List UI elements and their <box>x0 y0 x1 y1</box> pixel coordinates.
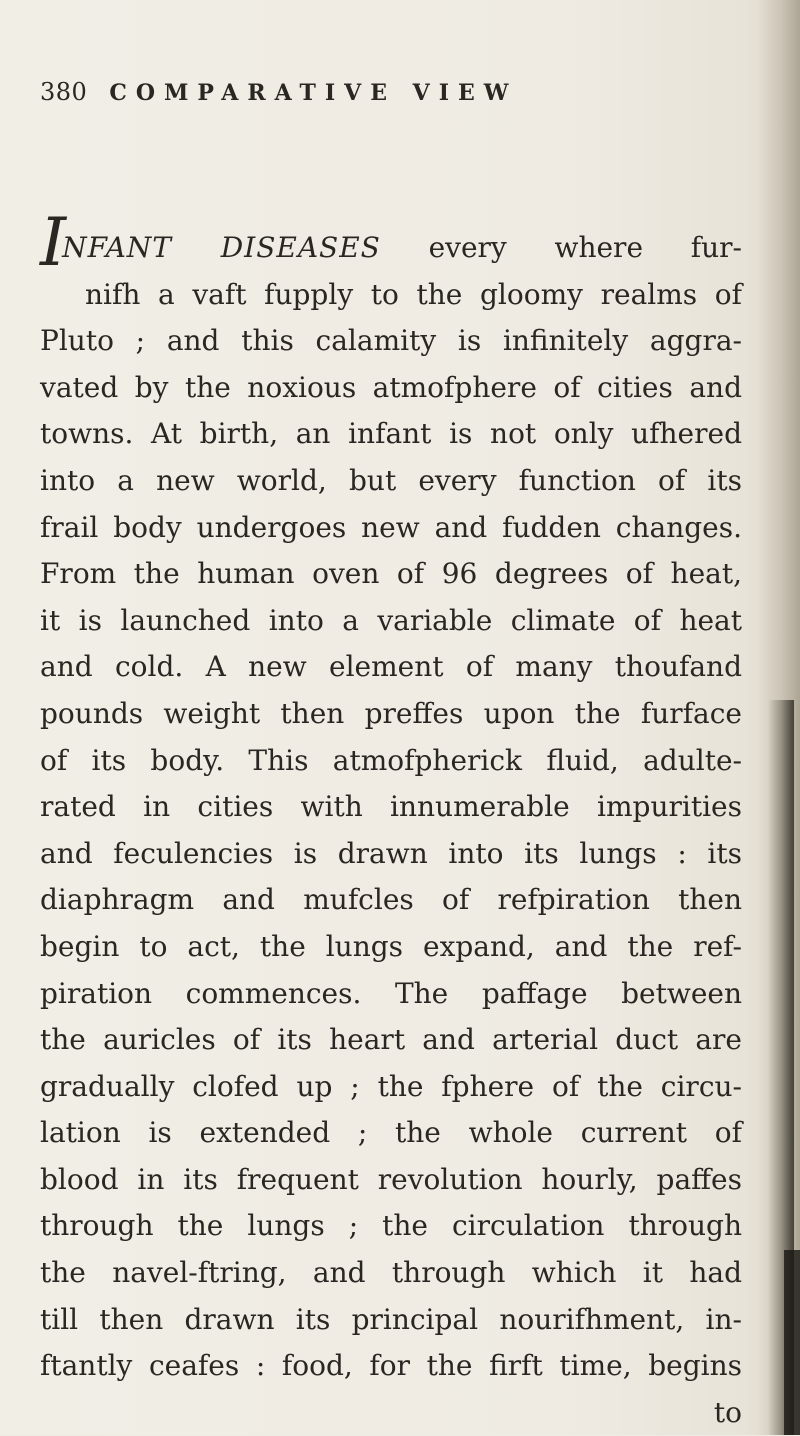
catchword: to <box>713 1395 742 1429</box>
text-line-3: Pluto ; and this calamity is infinitely aggra- <box>40 324 742 358</box>
text-line-16: begin to act, the lungs expand, and the ref- <box>40 929 742 963</box>
text-line-23: the navel-ftring, and through which it had <box>40 1256 742 1290</box>
text-line-18: the auricles of its heart and arterial duct are <box>40 1023 742 1057</box>
text-line-6: into a new world, but every function of its <box>40 463 742 497</box>
text-line-10: and cold. A new element of many thoufand <box>40 650 742 684</box>
text-line-4: vated by the noxious atmofphere of cities and <box>40 370 742 404</box>
drop-cap: I <box>40 204 67 281</box>
text-line-15: diaphragm and mufcles of refpiration then <box>40 883 742 917</box>
text-line-17: piration commences. The paffage between <box>40 976 742 1010</box>
running-title: COMPARATIVE VIEW <box>109 80 518 106</box>
text-line-14: and feculencies is drawn into its lungs : its <box>40 836 742 870</box>
text-line-25: ftantly ceafes : food, for the firft time, begins <box>40 1349 742 1383</box>
text-line-9: it is launched into a variable climate of heat <box>40 603 742 637</box>
text-line-24: till then drawn its principal nourifhment, in- <box>40 1302 742 1336</box>
text-line-21: blood in its frequent revolution hourly, paffes <box>40 1162 742 1196</box>
page-number: 380 <box>40 78 88 106</box>
text-line-7: frail body undergoes new and fudden changes. <box>40 510 742 544</box>
text-line-2: nifh a vaft fupply to the gloomy realms of <box>85 277 742 311</box>
text-line-22: through the lungs ; the circulation through <box>40 1209 742 1243</box>
text-line-8: From the human oven of 96 degrees of heat, <box>40 557 742 591</box>
section-heading: NFANT DISEASES <box>62 231 381 264</box>
text-line-12: of its body. This atmofpherick fluid, adulte- <box>40 743 742 777</box>
page-edge-corner <box>784 1250 800 1435</box>
text-line-13: rated in cities with innumerable impurities <box>40 790 742 824</box>
text-line-11: pounds weight then preffes upon the furface <box>40 696 742 730</box>
page-header <box>40 78 518 118</box>
text-line-20: lation is extended ; the whole current of <box>40 1116 742 1150</box>
text-line-19: gradually clofed up ; the fphere of the circu- <box>40 1069 742 1103</box>
text-line-5: towns. At birth, an infant is not only ufhered <box>40 417 742 451</box>
body-text <box>40 204 742 1436</box>
line-1-rest: every where fur- <box>380 231 742 264</box>
text-line-1 <box>40 204 742 281</box>
